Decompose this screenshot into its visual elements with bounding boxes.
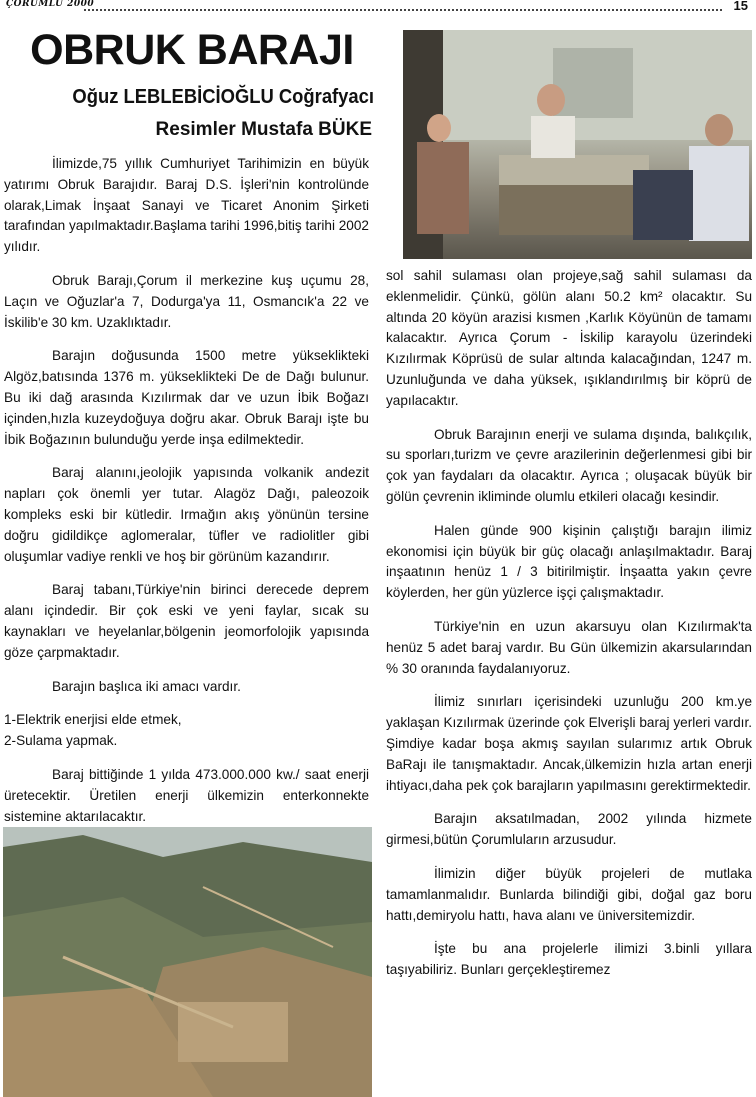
paragraph: İlimizde,75 yıllık Cumhuriyet Tarihimizin en büyük yatırımı Obruk Barajıdır. Baraj D.S. İşleri'nin kontrolünde olarak,Limak İnşaat Sanayi ve Ticaret Anonim Şirketi tarafından yapılmaktadır.Başlama tarihi 1996,bitiş tarihi 2002 yılıdır. — [4, 156, 369, 255]
paragraph: Baraj tabanı,Türkiye'nin birinci derecede deprem alanı içindedir. Bir çok eski ve yeni faylar, sıcak su kaynakları ve heyelanlar,bölgenin jeomorfolojik yapısında göze çarpmaktadır. — [4, 582, 369, 660]
header-dotted-rule — [84, 9, 722, 11]
paragraph: Barajın doğusunda 1500 metre yükseklikteki Algöz,batısında 1376 m. yükseklikteki De de Dağı bulunur. Bu iki dağ arasında Kızılırmak dar ve uzun İbik Boğazı içinden,hızla kuzeydoğuya doğru akar. Obruk Barajı işte bu İbik Boğazının bulunduğu yerde inşa edilmektedir. — [4, 348, 369, 447]
dam-photo-illustration — [3, 827, 372, 1097]
paragraph: Barajın aksatılmadan, 2002 yılında hizmete girmesi,bütün Çorumluların arzusudur. — [386, 811, 752, 848]
purposes-list — [4, 710, 369, 752]
page-header — [6, 0, 748, 16]
paragraph: Obruk Barajı,Çorum il merkezine kuş uçumu 28, Laçın ve Oğuzlar'a 7, Dodurga'ya 11, Osmancık'a 22 ve İskilib'e 30 km. Uzaklıktadır. — [4, 272, 369, 330]
paragraph: Türkiye'nin en uzun akarsuyu olan Kızılırmak'ta henüz 5 adet baraj vardır. Bu Gün ülkemizin akarsularından % 30 oranında faydalanıyoruz. — [386, 618, 752, 676]
paragraph: İlimizin diğer büyük projeleri de mutlaka tamamlanmalıdır. Bunlarda bilindiği gibi, doğal gaz boru hattı,demiryolu hattı, hava alanı ve üniversitemizdir. — [386, 865, 752, 923]
paragraph: Baraj bittiğinde 1 yılda 473.000.000 kw./ saat enerji üretecektir. Üretilen enerji ülkemizin enterkonnekte sistemine aktarılacaktır. — [4, 766, 369, 824]
paragraph: Baraj alanını,jeolojik yapısında volkanik andezit napları çok önemli yer tutar. Alagöz Dağı, paleozoik kompleks eski bir kütledir. Irmağın akış yönünün tersine doğru gidildikçe aglomeralar, tüfler ve radiolitler gibi oluşumlar vadiye renkli ve hoş bir görünüm kazandırır. — [4, 465, 369, 564]
office-photo — [403, 30, 752, 259]
article-author: Oğuz LEBLEBİCİOĞLU Coğrafyacı — [72, 86, 374, 108]
dam-photo — [3, 827, 372, 1097]
office-photo-illustration — [403, 30, 752, 259]
photo-credit: Resimler Mustafa BÜKE — [155, 119, 372, 140]
paragraph: İlimiz sınırları içerisindeki uzunluğu 200 km.ye yaklaşan Kızılırmak üzerinde çok Elverişli baraj yerleri vardır. Şimdiye kadar boşa akmış sayılan sularımız artık Obruk BaRajı ile tanışmaktadır. Ancak,ülkemizin hızla artan enerji ihtiyacı,daha pek çok barajların yapılmasını gerektirmektedir. — [386, 694, 752, 793]
paragraph: sol sahil sulaması olan projeye,sağ sahil sulaması da eklenmelidir. Çünkü, gölün alanı 50.2 km² olacaktır. Su altında 20 köyün arazisi kısmen ,Karlık Köyünün de tamamı kalacaktır. Ayrıca Çorum - İskilip karayolu üzerindeki Kızılırmak Köprüsü de sular altında kalacağından, 1247 m. Uzunluğunda ve daha yüksek, ışıklandırılmış bir köprü de yapılacaktır. — [386, 268, 752, 408]
paragraph: Obruk Barajının enerji ve sulama dışında, balıkçılık, su sporları,turizm ve çevre arazilerinin değerlenmesi gibi bir çok yan faydaları da olacaktır. Ayrıca ; oluşacak büyük bir gölün çevrenin ikliminde olumlu etkileri olacağı kesindir. — [386, 426, 752, 504]
magazine-name: ÇORUMLU 2000 — [6, 0, 95, 9]
left-column — [4, 154, 369, 840]
right-column — [386, 266, 752, 994]
paragraph: Barajın başlıca iki amacı vardır. — [52, 678, 241, 694]
paragraph: Halen günde 900 kişinin çalıştığı barajın ilimiz ekonomisi için büyük bir güç olacağı anlaşılmaktadır. Baraj inşaatının henüz 1 / 3 bitirilmiştir. İnşaatta yakın çevre köylerden, her gün yüzlerce işçi çalışmaktadır. — [386, 522, 752, 601]
page-number: 15 — [733, 0, 748, 13]
list-item: 1-Elektrik enerjisi elde etmek, — [4, 712, 182, 728]
list-item: 2-Sulama yapmak. — [4, 733, 118, 749]
paragraph: İşte bu ana projelerle ilimizi 3.binli yıllara taşıyabiliriz. Bunları gerçekleştiremez — [386, 941, 752, 978]
article-title: OBRUK BARAJI — [30, 26, 354, 74]
